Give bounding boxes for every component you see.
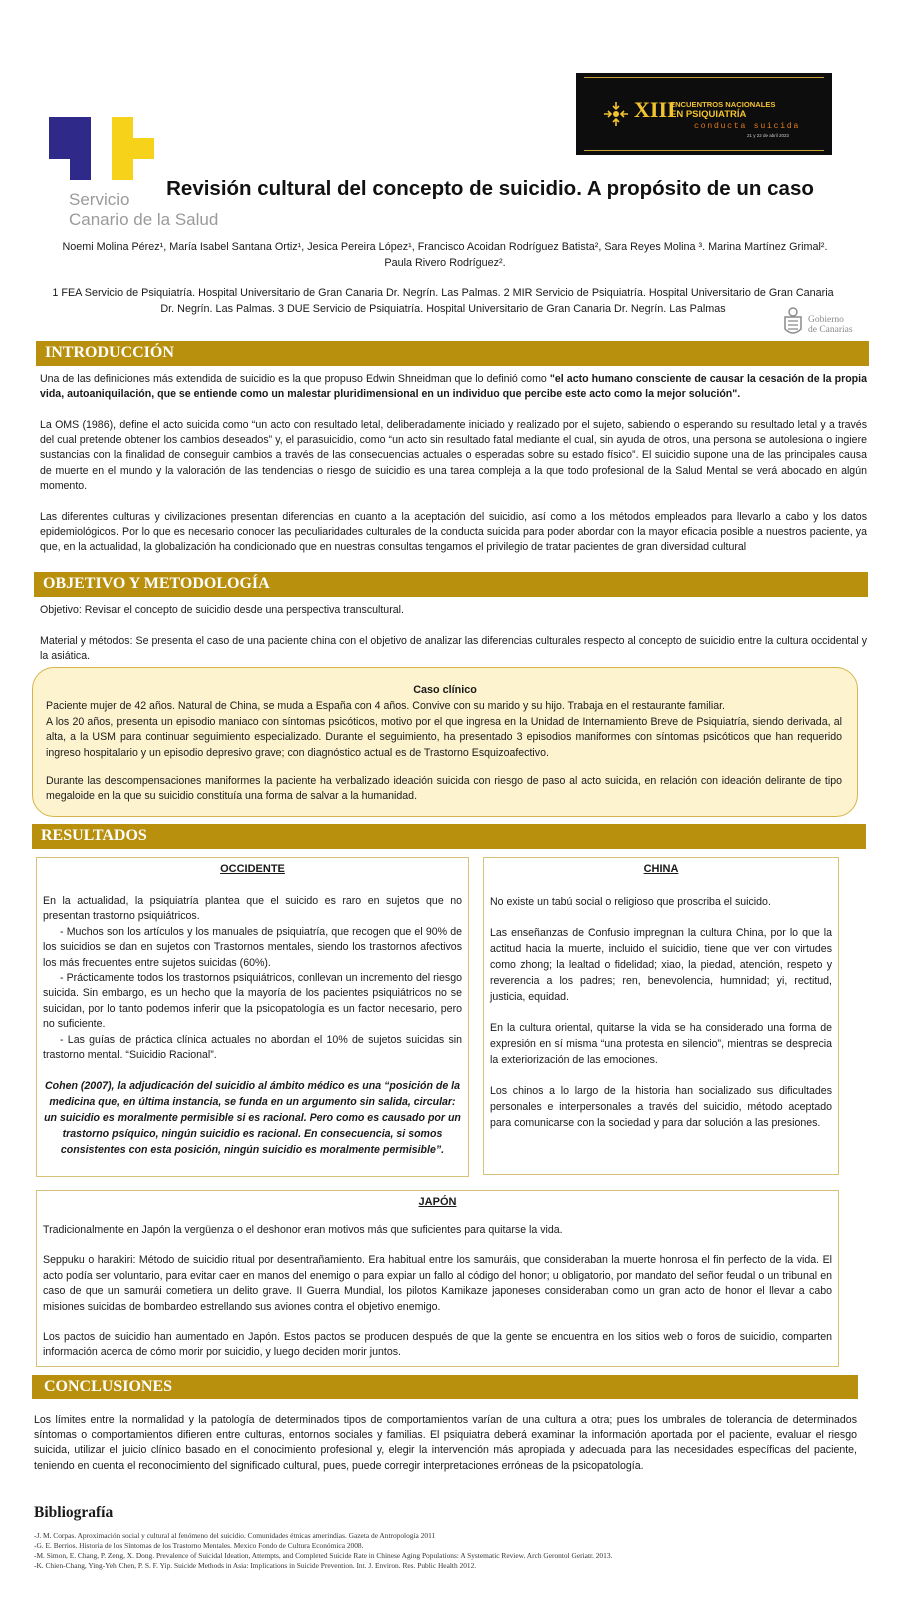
gobierno-line1: Gobierno — [808, 315, 844, 325]
logo-square-navy-2 — [70, 117, 91, 138]
japon-box — [36, 1190, 839, 1367]
coat-of-arms-icon — [783, 307, 803, 337]
conclusiones-paragraph: Los límites entre la normalidad y la patología de determinados tipos de comportamientos varían de una cultura a otra; pues los umbrales de tolerancia de determinados síntomas o comportamientos difieren entre culturas, entornos sociales y familias. El psiquiatra deberá examinar la información aportada por el paciente, evaluar el riesgo suicida, utilizar el juicio clínico basado en el conocimiento profesional y, elegir la intervención más apropiada y adecuada para las necesidades específicas del paciente, teniendo en cuenta el reconocimiento del significado cultural, pues, puede corregir interpretaciones erróneas de la psicopatología. — [34, 1414, 857, 1472]
banner-roman: XIII — [634, 97, 676, 122]
china-box — [483, 857, 839, 1175]
bibliografia-list — [34, 1531, 874, 1571]
logo-square-navy-1 — [49, 117, 70, 138]
objetivo-heading: OBJETIVO Y METODOLOGÍA — [34, 572, 868, 597]
occidente-box — [36, 857, 469, 1177]
bib-item: -K. Chien-Chang, Ying-Yeh Chen, P. S. F. Yip. Suicide Methods in Asia: Implications in Suicide Prevention. Int. J. Environ. Res. Public Health 2012. — [34, 1561, 477, 1570]
logo-square-navy-5 — [70, 159, 91, 180]
case-box — [32, 667, 858, 817]
occidente-bullet-3: - Las guías de práctica clínica actuales no abordan el 10% de sujetos suicidas sin trastorno mental. “Suicidio Racional”. — [43, 1033, 462, 1062]
case-paragraph-3: Durante las descompensaciones maniformes la paciente ha verbalizado ideación suicida con riesgo de paso al acto suicida, en relación con ideación delirante de tipo megaloide en la que su suicidio constituía una forma de salvar a la humanidad. — [46, 775, 842, 803]
intro-p1-text: Una de las definiciones más extendida de suicidio es la que propuso Edwin Shneidman que lo definió como — [40, 373, 550, 385]
banner-line-top — [584, 77, 824, 78]
conclusiones-heading: CONCLUSIONES — [32, 1375, 858, 1399]
banner-line2: EN PSIQUIATRÍA — [670, 109, 747, 120]
japon-body — [43, 1223, 832, 1361]
china-body — [490, 894, 832, 1131]
logo-text-line2: Canario de la Salud — [69, 210, 219, 229]
intro-paragraph-2: La OMS (1986), define el acto suicida como “un acto con resultado letal, deliberadamente iniciado y realizado por el sujeto, sabiendo o esperando su resultado letal y a través del cual pretende obtener los cambios deseados” y, el parasuicidio, como “un acto sin resultado fatal mediante el cual, sin ayuda de otros, una persona se autolesiona o ingiere sustancias con la finalidad de conseguir cambios a través de las consecuencias actuales o esperadas sobre su estado físico”. El suicidio supone una de las principales causa de muerte en el mundo y la valoración de las tendencias o riesgo de suicidio es una tarea compleja a la que todo profesional de la Salud Mental se verá abocado en algún momento. — [40, 419, 867, 492]
logo-square-navy-3 — [49, 138, 70, 159]
occidente-body — [43, 894, 462, 1158]
intro-heading: INTRODUCCIÓN — [36, 341, 869, 366]
gobierno-logo — [783, 307, 873, 339]
objetivo-paragraph-2: Material y métodos: Se presenta el caso de una paciente china con el objetivo de analizar las diferencias culturales respecto al concepto de suicidio entre la cultura occidental y la asiática. — [40, 635, 867, 663]
china-paragraph-2: Las enseñanzas de Confusio impregnan la cultura China, por lo que la actitud hacia la muerte, incluido el suicidio, tiene que ver con virtudes como zhong; la lealtad o fidelidad; xiao, la piedad, atención, respeto y reverencia a los padres; ren, benevolencia, humnidad; yi, rectitud, justicia, equidad. — [490, 927, 832, 1003]
arrows-icon — [603, 101, 629, 127]
logo-square-yellow-2 — [112, 138, 133, 159]
china-paragraph-3: En la cultura oriental, quitarse la vida se ha considerado una forma de expresión en sí misma “una protesta en silencio”, mientras se desprecia la exteriorización de las emociones. — [490, 1022, 832, 1066]
affiliations: 1 FEA Servicio de Psiquiatría. Hospital Universitario de Gran Canaria Dr. Negrín. Las Palmas. 2 MIR Servicio de Psiquiatría. Hospital Universitario de Gran Canaria Dr. Negrín. Las Palmas. 3 DUE Servicio de Psiquiatría. Hospital Universitario de Gran Canaria Dr. Negrín. Las Palmas — [52, 287, 834, 315]
japon-title: JAPÓN — [418, 1196, 457, 1208]
logo-square-yellow-1 — [112, 117, 133, 138]
bib-item: -G. E. Berrios. Historia de los Síntomas de los Trastorno Mentales. Mexico Fondo de Cultura Económica 2008. — [34, 1541, 364, 1550]
china-paragraph-1: No existe un tabú social o religioso que proscriba el suicido. — [490, 896, 771, 908]
banner-line3: conducta suicida — [694, 121, 801, 131]
japon-paragraph-1: Tradicionalmente en Japón la vergüenza o el deshonor eran motivos más que suficientes para quitarse la vida. — [43, 1224, 563, 1236]
bib-item: -J. M. Corpas. Aproximación social y cultural al fenómeno del suicidio. Comunidades étnicas amerindias. Gazeta de Antropología 2011 — [34, 1531, 436, 1540]
china-paragraph-4: Los chinos a lo largo de la historia han socializado sus dificultades personales e interpersonales a través del suicidio, método aceptado para comunicarse con la sociedad y para dar solución a las presiones. — [490, 1085, 832, 1129]
banner-line1: ENCUENTROS NACIONALES — [670, 100, 776, 109]
authors: Noemi Molina Pérez¹, María Isabel Santana Ortiz¹, Jesica Pereira López¹, Francisco Acoidan Rodríguez Batista², Sara Reyes Molina ³. Marina Martínez Grimal². Paula Rivero Rodríguez². — [62, 241, 828, 269]
case-paragraph-1: Paciente mujer de 42 años. Natural de China, se muda a España con 4 años. Convive con su marido y su hijo. Trabaja en el restaurante familiar. — [46, 700, 725, 712]
scs-logo — [49, 117, 239, 229]
china-title: CHINA — [643, 863, 679, 875]
logo-square-yellow-4 — [112, 159, 133, 180]
intro-p1-bold: "el acto humano consciente de causar la cesación de la propia vida, autoaniquilación, que se entiende como un malestar pluridimensional en un individuo que percibe este acto como la mejor solución". — [40, 373, 867, 401]
case-paragraph-2: A los 20 años, presenta un episodio maniaco con síntomas psicóticos, motivo por el que ingresa en la Unidad de Internamiento Breve de Psiquiatría, siendo derivada, al alta, a la USM para continuar seguimiento especializado. Durante el seguimiento, ha presentado 3 episodios maniformes con síntomas psicóticos que han requerido ingreso hospitalario y un episodio depresivo grave; con diagnóstico actual es de Trastorno Esquizoafectivo. — [46, 716, 842, 759]
poster-title: Revisión cultural del concepto de suicidio. A propósito de un caso — [166, 177, 814, 200]
occidente-bullet-1: - Muchos son los artículos y los manuales de psiquiatría, que recogen que el 90% de los suicidios se dan en sujetos con Trastornos mentales, siendo los trastornos afectivos los más frecuentes entre sujetos suicidas (60%). — [43, 925, 462, 969]
occidente-bullet-2: - Prácticamente todos los trastornos psiquiátricos, conllevan un incremento del riesgo suicida. Sin embargo, es un hecho que la mayoría de los pacientes psiquiátricos no se suicidan, por lo tanto podemos inferir que la psicopatología es un factor necesario, pero no suficiente. — [43, 972, 462, 1031]
occidente-quote: Cohen (2007), la adjudicación del suicidio al ámbito médico es una “posición de la medicina que, en última instancia, se funda en un argumento sin salida, circular: un suicidio es moralmente permisible si es racional. Pero como es causado por un trastorno psíquico, ningún suicidio es racional. En consecuencia, si somos consistentes con esta posición, ningún suicidio es moralmente permisible”. — [44, 1080, 461, 1157]
logo-square-navy-4 — [70, 138, 91, 159]
objetivo-paragraph-1: Objetivo: Revisar el concepto de suicidio desde una perspectiva transcultural. — [40, 604, 404, 616]
case-title: Caso clínico — [413, 684, 477, 696]
occidente-paragraph-1: En la actualidad, la psiquiatría plantea que el suicido es raro en sujetos que no presentan trastorno psiquiátricos. — [43, 895, 462, 923]
bibliografia-heading: Bibliografía — [34, 1504, 114, 1521]
japon-paragraph-3: Los pactos de suicidio han aumentado en Japón. Estos pactos se producen después de que la gente se encuentra en los sitios web o foros de suicidio, comparten información acerca de cómo morir por suicidio, y luego deciden morir juntos. — [43, 1331, 832, 1359]
intro-paragraph-1 — [40, 372, 867, 402]
banner-line4: 21 y 22 de abril 2022 — [747, 133, 790, 138]
intro-paragraph-3: Las diferentes culturas y civilizaciones presentan diferencias en cuanto a la aceptación del suicidio, así como a los métodos empleados para llevarlo a cabo y los datos epidemiológicos. Por lo que es necesario conocer las peculiaridades culturales de la conducta suicida para poder abordar con la mayor eficacia posible a nuestros paciente, ya que, en la actualidad, la globalización ha condicionado que en nuestras consultas tengamos el privilegio de tratar pacientes de gran diversidad cultural — [40, 511, 867, 554]
logo-square-yellow-3 — [133, 138, 154, 159]
congress-banner — [576, 73, 832, 155]
bib-item: -M. Simon, E. Chang, P. Zeng, X. Dong. Prevalence of Suicidal Ideation, Attempts, and Completed Suicide Rate in Chinese Aging Populations: A Systematic Review. Arch Gerontol Geriatr. 2013. — [34, 1551, 613, 1560]
logo-text-line1: Servicio — [69, 190, 130, 209]
resultados-heading: RESULTADOS — [32, 824, 866, 849]
japon-paragraph-2: Seppuku o harakiri: Método de suicidio ritual por desentrañamiento. Era habitual entre los samuráis, que consideraban la muerte honrosa el fin perfecto de la vida. El acto podía ser voluntario, para evitar caer en manos del enemigo o para expiar un fallo al código del honor; u obligatorio, por mandato del señor feudal o un tribunal en caso de que un samurái cometiera un delito grave. II Guerra Mundial, los pilotos Kamikaze japoneses consideraban como un gran acto de honor el llevar a cabo misiones suicidas de bombardeo estrellando sus aviones contra el objetivo enemigo. — [43, 1254, 832, 1313]
occidente-title: OCCIDENTE — [220, 863, 285, 875]
gobierno-line2: de Canarias — [808, 325, 853, 335]
banner-line-bottom — [584, 150, 824, 151]
